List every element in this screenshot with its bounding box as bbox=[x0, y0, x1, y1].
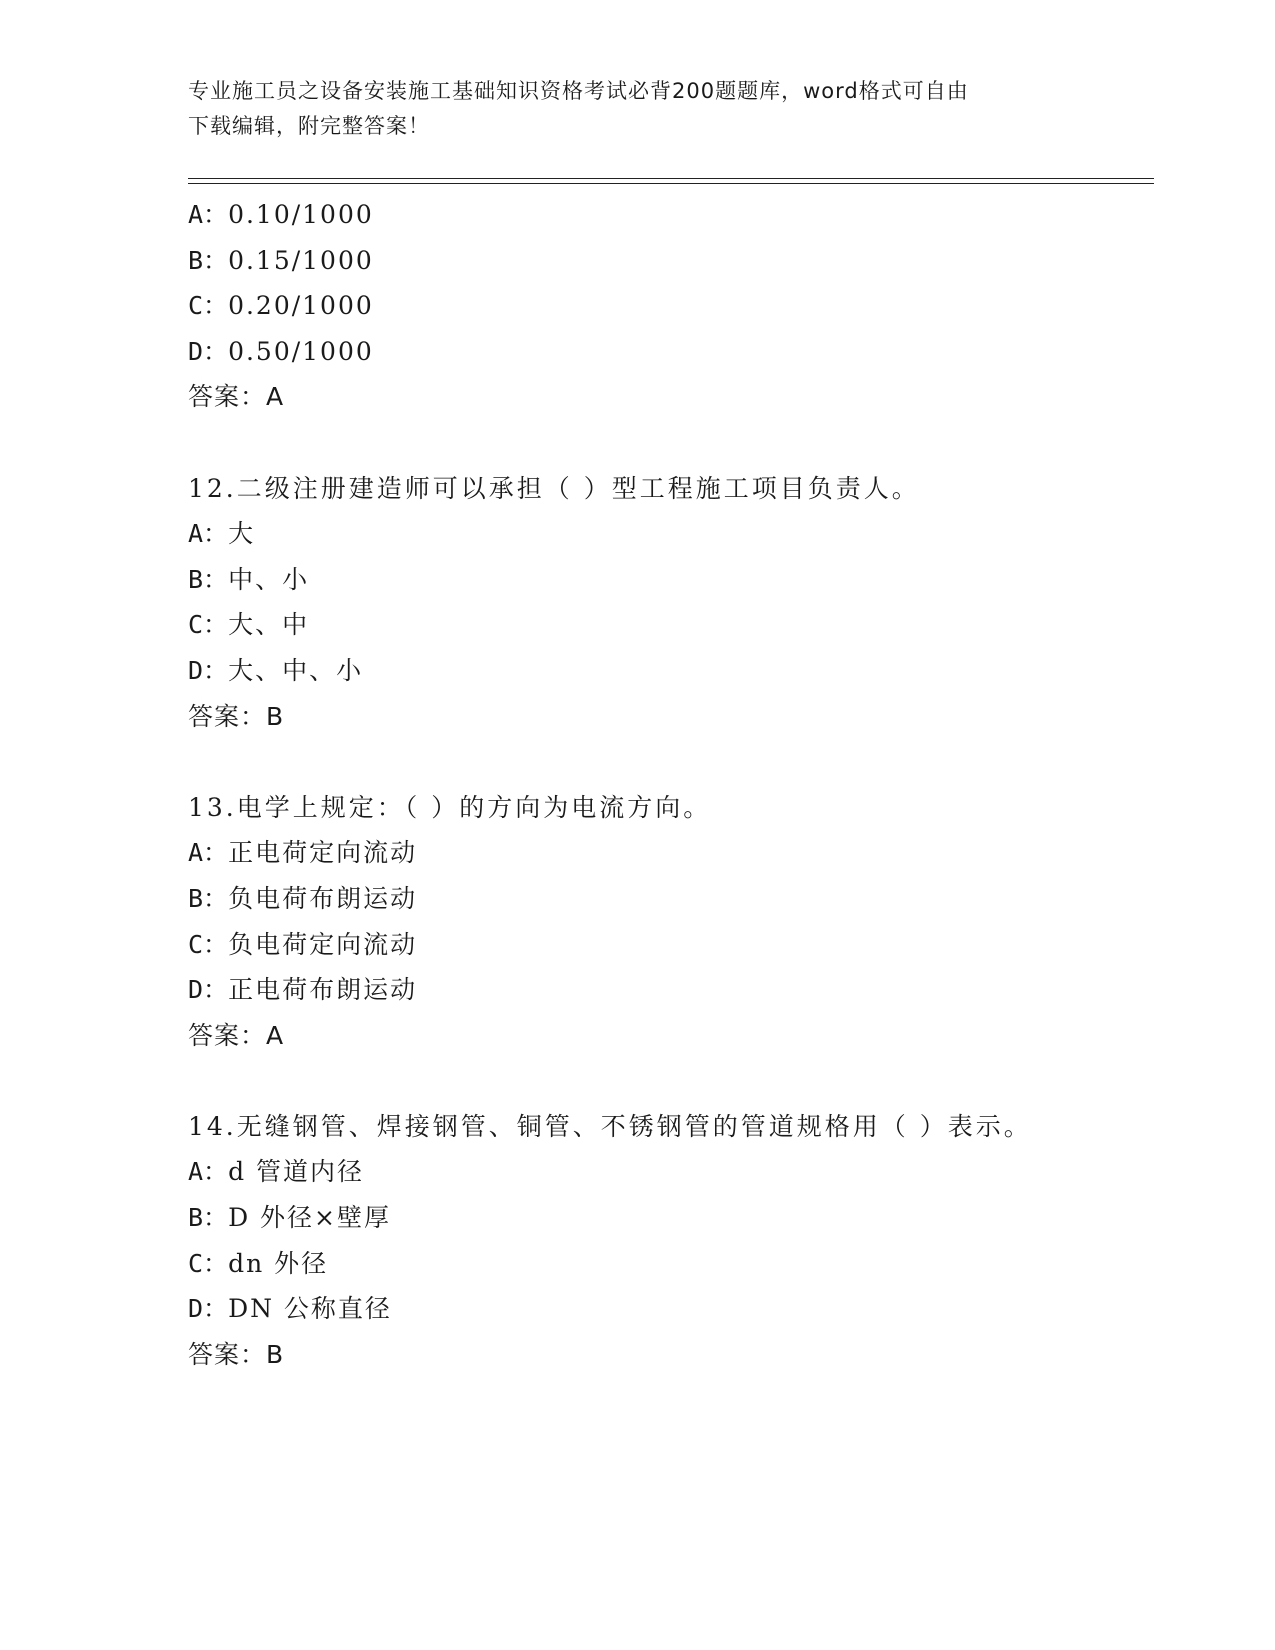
question-stem: 14.无缝钢管、焊接钢管、铜管、不锈钢管的管道规格用（ ）表示。 bbox=[188, 1111, 1032, 1141]
question-list bbox=[188, 192, 1148, 1377]
option-a: A：d 管道内径 bbox=[188, 1157, 365, 1187]
header-line-2: 下载编辑，附完整答案！ bbox=[188, 114, 430, 138]
question-block-14 bbox=[188, 1104, 1148, 1378]
option-d: D：0.50/1000 bbox=[188, 336, 374, 366]
option-b: B：负电荷布朗运动 bbox=[188, 883, 418, 913]
option-c: C：dn 外径 bbox=[188, 1248, 329, 1278]
option-b: B：D 外径×壁厚 bbox=[188, 1203, 392, 1233]
header-divider-top bbox=[188, 178, 1154, 179]
header-line-1: 专业施工员之设备安装施工基础知识资格考试必背200题题库，word格式可自由 bbox=[188, 79, 969, 103]
answer: 答案：A bbox=[188, 382, 285, 412]
option-c: C：大、中 bbox=[188, 610, 310, 640]
header-divider-bottom bbox=[188, 183, 1154, 184]
answer: 答案：B bbox=[188, 701, 285, 731]
answer: 答案：A bbox=[188, 1020, 285, 1050]
option-d: D：正电荷布朗运动 bbox=[188, 975, 418, 1005]
answer: 答案：B bbox=[188, 1339, 285, 1369]
option-d: D：大、中、小 bbox=[188, 655, 364, 685]
option-b: B：0.15/1000 bbox=[188, 245, 374, 275]
option-b: B：中、小 bbox=[188, 564, 310, 594]
option-a: A：0.10/1000 bbox=[188, 200, 374, 229]
question-stem: 13.电学上规定：（ ）的方向为电流方向。 bbox=[188, 792, 712, 822]
option-c: C：0.20/1000 bbox=[188, 291, 374, 321]
option-a: A：大 bbox=[188, 519, 256, 549]
question-block-12 bbox=[188, 466, 1148, 740]
option-a: A：正电荷定向流动 bbox=[188, 838, 418, 868]
question-block-prev bbox=[188, 192, 1148, 420]
option-c: C：负电荷定向流动 bbox=[188, 929, 418, 959]
question-stem: 12.二级注册建造师可以承担（ ）型工程施工项目负责人。 bbox=[188, 473, 920, 503]
option-d: D：DN 公称直径 bbox=[188, 1294, 392, 1324]
document-header bbox=[188, 74, 1068, 144]
question-block-13 bbox=[188, 785, 1148, 1059]
